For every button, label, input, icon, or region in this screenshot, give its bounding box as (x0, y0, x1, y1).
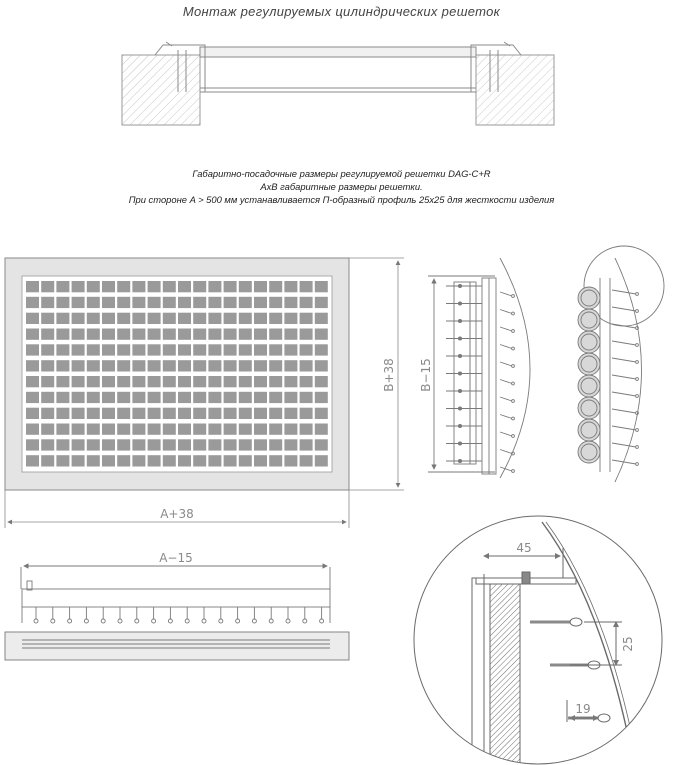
grille-cell (87, 439, 100, 450)
grille-cell (56, 408, 69, 419)
grille-cell (102, 455, 115, 466)
grille-cell (132, 439, 145, 450)
grille-cell (284, 329, 297, 340)
grille-cell (300, 344, 313, 355)
grille-cell (178, 281, 191, 292)
grille-cell (269, 424, 282, 435)
grille-cell (269, 313, 282, 324)
grille-cell (26, 392, 39, 403)
note-line-2: AxB габаритные размеры решетки. (260, 181, 423, 192)
grille-cell (239, 376, 252, 387)
grille-cell (269, 297, 282, 308)
grille-cell (254, 392, 267, 403)
grille-cell (87, 376, 100, 387)
grille-cell (254, 408, 267, 419)
grille-cell (41, 408, 54, 419)
grille-cell (72, 281, 85, 292)
grille-cell (193, 329, 206, 340)
label-a-minus-15: A−15 (159, 551, 193, 565)
grille-cell (163, 297, 176, 308)
grille-cell (315, 455, 328, 466)
grille-cell (56, 281, 69, 292)
grille-cell (72, 313, 85, 324)
grille-cell (239, 281, 252, 292)
grille-cell (193, 297, 206, 308)
grille-cell (41, 344, 54, 355)
grille-cell (163, 424, 176, 435)
grille-cell (148, 313, 161, 324)
grille-cell (87, 392, 100, 403)
grille-cell (41, 424, 54, 435)
grille-cell (117, 439, 130, 450)
grille-cell (132, 360, 145, 371)
grille-cell (163, 313, 176, 324)
grille-cell (87, 455, 100, 466)
grille-cell (300, 424, 313, 435)
grille-cell (239, 424, 252, 435)
grille-cell (178, 439, 191, 450)
grille-cell (193, 360, 206, 371)
grille-cell (117, 408, 130, 419)
grille-cell (117, 376, 130, 387)
grille-cell (132, 408, 145, 419)
grille-cell (72, 376, 85, 387)
grille-cell (224, 392, 237, 403)
grille-cell (117, 392, 130, 403)
grille-cell (102, 439, 115, 450)
grille-cell (269, 455, 282, 466)
grille-cell (72, 424, 85, 435)
grille-cell (254, 297, 267, 308)
grille-cell (26, 424, 39, 435)
grille-cell (178, 392, 191, 403)
grille-cell (132, 455, 145, 466)
grille-cell (56, 424, 69, 435)
grille-cell (239, 455, 252, 466)
label-b-minus-15: B−15 (419, 358, 433, 392)
grille-cell (208, 297, 221, 308)
grille-cell (41, 329, 54, 340)
grille-cell (284, 392, 297, 403)
grille-cell (239, 408, 252, 419)
note-line-3: При стороне A > 500 мм устанавливается П-образный профиль 25x25 для жесткости изделия (128, 194, 555, 205)
grille-cell (87, 360, 100, 371)
installation-section (122, 42, 554, 125)
grille-cell (178, 344, 191, 355)
grille-cell (269, 392, 282, 403)
grille-cell (148, 360, 161, 371)
grille-cell (224, 376, 237, 387)
note-line-1: Габаритно-посадочные размеры регулируемой решетки DAG-C+R (192, 168, 491, 179)
grille-cell (224, 313, 237, 324)
plan-view (5, 566, 349, 660)
grille-cell (56, 297, 69, 308)
grille-cell (117, 424, 130, 435)
grille-cell (300, 376, 313, 387)
grille-cell (254, 439, 267, 450)
grille-cell (178, 329, 191, 340)
grille-cell (163, 408, 176, 419)
side-view (428, 258, 530, 478)
grille-cell (239, 392, 252, 403)
grille-cell (315, 329, 328, 340)
grille-cell (284, 455, 297, 466)
grille-cell (284, 360, 297, 371)
grille-cell (269, 329, 282, 340)
grille-cell (300, 455, 313, 466)
grille-cell (284, 439, 297, 450)
grille-cell (284, 297, 297, 308)
grille-cell (178, 408, 191, 419)
grille-cell (41, 313, 54, 324)
grille-cell (178, 424, 191, 435)
grille-cell (148, 297, 161, 308)
grille-cell (163, 281, 176, 292)
grille-cell (132, 313, 145, 324)
grille-cell (315, 281, 328, 292)
grille-cell (224, 360, 237, 371)
grille-cell (102, 392, 115, 403)
grille-cell (132, 281, 145, 292)
grille-cell (26, 455, 39, 466)
grille-cell (163, 376, 176, 387)
grille-cell (239, 439, 252, 450)
grille-cell (56, 376, 69, 387)
grille-cell (224, 424, 237, 435)
grille-cell (178, 455, 191, 466)
grille-cell (41, 360, 54, 371)
grille-cell (117, 329, 130, 340)
grille-cell (300, 360, 313, 371)
grille-cell (239, 297, 252, 308)
grille-cell (163, 392, 176, 403)
grille-cell (72, 360, 85, 371)
grille-cell (41, 455, 54, 466)
grille-cell (41, 281, 54, 292)
grille-cell (163, 344, 176, 355)
grille-cell (102, 360, 115, 371)
grille-cell (193, 376, 206, 387)
grille-cell (254, 424, 267, 435)
grille-cell (284, 376, 297, 387)
grille-cell (102, 329, 115, 340)
grille-cell (239, 360, 252, 371)
grille-cell (72, 439, 85, 450)
grille-cell (254, 313, 267, 324)
grille-cell (300, 297, 313, 308)
grille-cell (72, 297, 85, 308)
grille-cell (269, 360, 282, 371)
grille-cell (26, 376, 39, 387)
grille-cell (178, 376, 191, 387)
grille-cell (254, 329, 267, 340)
grille-cell (102, 376, 115, 387)
grille-cell (41, 439, 54, 450)
grille-cell (132, 392, 145, 403)
grille-cell (117, 313, 130, 324)
grille-cell (239, 313, 252, 324)
grille-cell (102, 344, 115, 355)
grille-cell (148, 376, 161, 387)
grille-cell (102, 408, 115, 419)
label-b-plus-38: B+38 (382, 358, 396, 392)
grille-cell (102, 297, 115, 308)
grille-cell (300, 392, 313, 403)
grille-cell (56, 360, 69, 371)
grille-cell (132, 376, 145, 387)
grille-cell (148, 439, 161, 450)
grille-cell (254, 360, 267, 371)
grille-cell (178, 297, 191, 308)
grille-cell (26, 344, 39, 355)
grille-cell (254, 455, 267, 466)
label-45: 45 (516, 541, 532, 555)
grille-cell (284, 424, 297, 435)
grille-cell (193, 313, 206, 324)
grille-cell (284, 313, 297, 324)
grille-cell (315, 344, 328, 355)
grille-cell (72, 344, 85, 355)
grille-cell (315, 376, 328, 387)
grille-cell (224, 344, 237, 355)
grille-cell (148, 281, 161, 292)
grille-cell (224, 408, 237, 419)
grille-cell (148, 392, 161, 403)
grille-cell (102, 313, 115, 324)
grille-cell (87, 313, 100, 324)
grille-cell (300, 329, 313, 340)
grille-cell (163, 360, 176, 371)
grille-cell (56, 344, 69, 355)
grille-cell (87, 344, 100, 355)
grille-cell (87, 408, 100, 419)
grille-cell (315, 392, 328, 403)
grille-cell (132, 344, 145, 355)
grille-cell (193, 455, 206, 466)
grille-cell (315, 424, 328, 435)
grille-cell (208, 313, 221, 324)
grille-cell (178, 313, 191, 324)
grille-cell (56, 439, 69, 450)
grille-cell (208, 455, 221, 466)
grille-cell (26, 408, 39, 419)
grille-cell (300, 439, 313, 450)
grille-cell (208, 360, 221, 371)
grille-cell (208, 424, 221, 435)
grille-cell (208, 329, 221, 340)
grille-cell (254, 376, 267, 387)
grille-cell (56, 329, 69, 340)
grille-cell (269, 281, 282, 292)
grille-cell (239, 344, 252, 355)
grille-cell (148, 344, 161, 355)
grille-cell (87, 281, 100, 292)
grille-cell (41, 376, 54, 387)
grille-cell (163, 439, 176, 450)
grille-cell (208, 376, 221, 387)
grille-cell (300, 281, 313, 292)
grille-cell (148, 329, 161, 340)
grille-cell (300, 313, 313, 324)
grille-cell (208, 344, 221, 355)
grille-cell (26, 313, 39, 324)
grille-cell (315, 360, 328, 371)
grille-cell (193, 408, 206, 419)
grille-cell (132, 297, 145, 308)
grille-cell (269, 344, 282, 355)
grille-cell (148, 455, 161, 466)
grille-cell (148, 424, 161, 435)
grille-cell (72, 408, 85, 419)
grille-cell (87, 424, 100, 435)
grille-cell (56, 455, 69, 466)
grille-cell (315, 313, 328, 324)
grille-cell (284, 281, 297, 292)
front-view (5, 258, 349, 490)
grille-cell (72, 329, 85, 340)
grille-cell (102, 281, 115, 292)
grille-cell (26, 360, 39, 371)
grille-cell (117, 344, 130, 355)
grille-cell (315, 439, 328, 450)
grille-cell (41, 297, 54, 308)
grille-cell (132, 424, 145, 435)
grille-cell (193, 344, 206, 355)
grille-cell (117, 297, 130, 308)
grille-cell (269, 408, 282, 419)
grille-cell (26, 439, 39, 450)
grille-cell (193, 439, 206, 450)
grille-cell (239, 329, 252, 340)
grille-cell (224, 455, 237, 466)
grille-cell (284, 344, 297, 355)
grille-cell (254, 344, 267, 355)
grille-cell (208, 439, 221, 450)
grille-cell (163, 329, 176, 340)
grille-cell (56, 392, 69, 403)
grille-cell (148, 408, 161, 419)
grille-cell (193, 424, 206, 435)
grille-cell (163, 455, 176, 466)
grille-cell (72, 392, 85, 403)
grille-cell (26, 281, 39, 292)
grille-cell (132, 329, 145, 340)
grille-cell (315, 408, 328, 419)
grille-cell (193, 281, 206, 292)
label-19: 19 (575, 702, 591, 716)
grille-cell (300, 408, 313, 419)
grille-cell (224, 281, 237, 292)
grille-cell (224, 297, 237, 308)
label-25: 25 (621, 636, 635, 652)
grille-cell (87, 297, 100, 308)
grille-cell (269, 439, 282, 450)
label-a-plus-38: A+38 (160, 507, 194, 521)
grille-cell (117, 455, 130, 466)
grille-cell (26, 297, 39, 308)
grille-cell (117, 281, 130, 292)
grille-cell (193, 392, 206, 403)
grille-cell (208, 392, 221, 403)
grille-cell (208, 281, 221, 292)
grille-cell (102, 424, 115, 435)
detail-circle (414, 516, 662, 765)
grille-cell (224, 439, 237, 450)
grille-cell (254, 281, 267, 292)
grille-cell (315, 297, 328, 308)
grille-cell (26, 329, 39, 340)
grille-cell (41, 392, 54, 403)
grille-cell (178, 360, 191, 371)
diagram-title: Монтаж регулируемых цилиндрических решеток (182, 4, 501, 19)
grille-cell (72, 455, 85, 466)
grille-cell (87, 329, 100, 340)
grille-cell (117, 360, 130, 371)
grille-cell (208, 408, 221, 419)
cylinder-view (578, 246, 664, 482)
grille-cell (56, 313, 69, 324)
grille-cell (284, 408, 297, 419)
grille-cell (269, 376, 282, 387)
grille-cell (224, 329, 237, 340)
